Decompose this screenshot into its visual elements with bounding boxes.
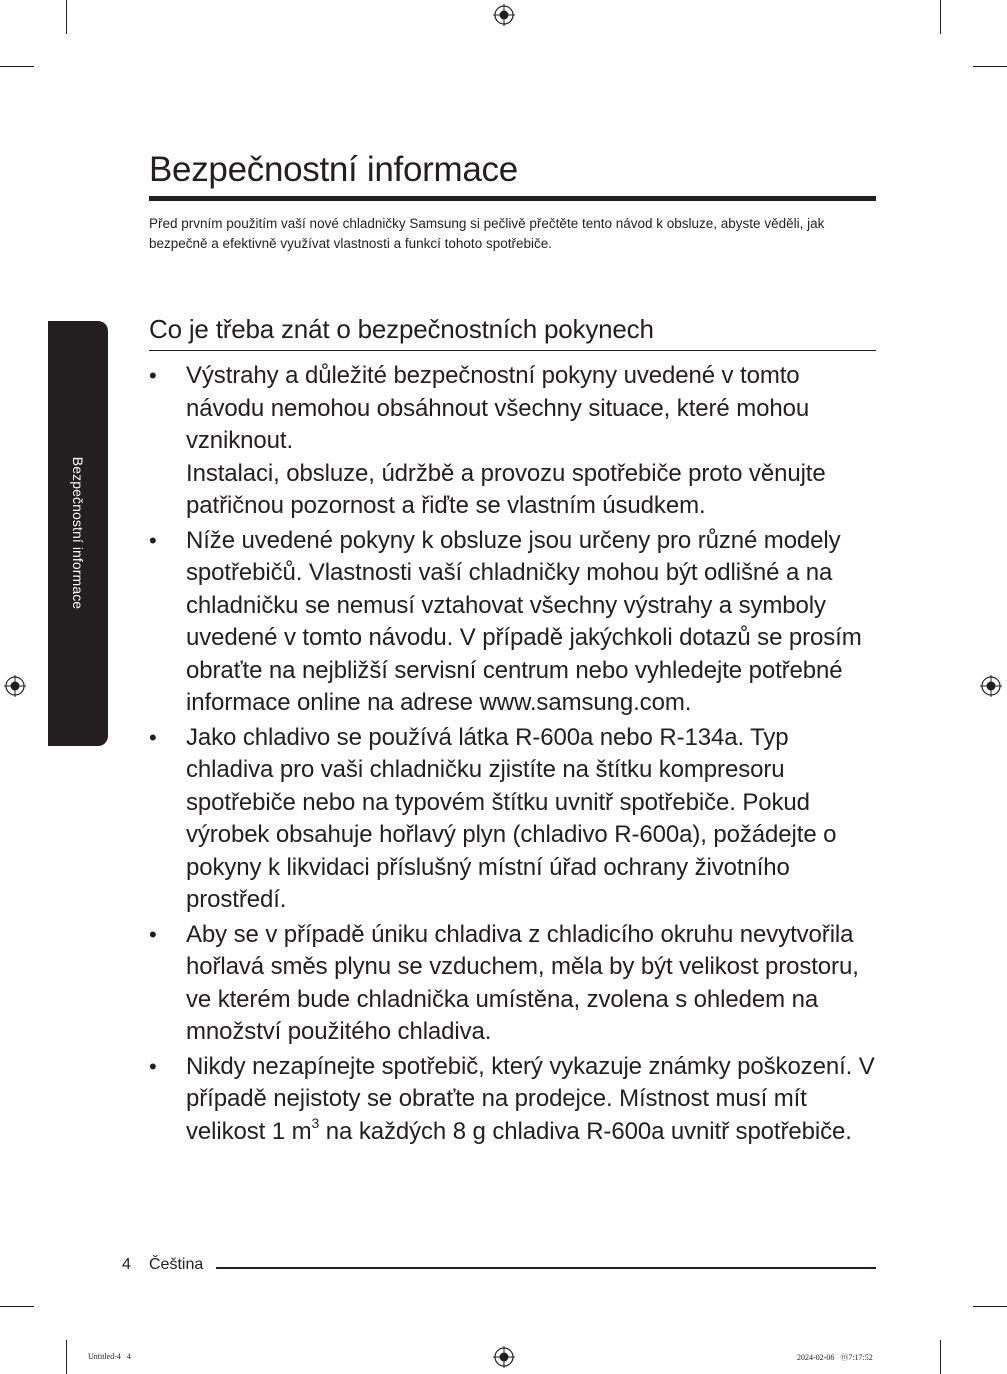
crop-mark-top-left	[66, 0, 67, 34]
registration-mark-icon	[4, 675, 26, 697]
registration-mark-icon	[493, 1346, 515, 1368]
section-rule	[149, 350, 876, 351]
registration-mark-icon	[493, 4, 515, 26]
page-title: Bezpečnostní informace	[149, 150, 518, 189]
footer-rule	[216, 1267, 876, 1269]
bullet-text: Aby se v případě úniku chladiva z chladicího okruhu nevytvořila hořlavá směs plynu se vzduchem, měla by být velikost prostoru, ve kterém bude chladnička umístěna, zvolena s ohledem na množství použitého chladiva.	[186, 920, 859, 1045]
crop-mark-left-bottom	[0, 1306, 34, 1307]
section-title: Co je třeba znát o bezpečnostních pokynech	[149, 314, 654, 344]
crop-mark-top-right	[940, 0, 941, 34]
bullet-icon: •	[149, 527, 157, 553]
bullet-text: Nikdy nezapínejte spotřebič, který vykazuje známky poškození. V případě nejistoty se obraťte na prodejce. Místnost musí mít velikost 1 m	[186, 1052, 875, 1145]
bullet-text-after: na každých 8 g chladiva R-600a uvnitř spotřebiče.	[319, 1117, 852, 1145]
bullet-icon: •	[149, 363, 157, 388]
footer-language: Čeština	[149, 1256, 204, 1273]
bullet-text: Jako chladivo se používá látka R-600a nebo R-134a. Typ chladiva pro vaši chladničku zjistíte na štítku kompresoru spotřebiče nebo na typovém štítku uvnitř spotřebiče. Pokud výrobek obsahuje hořlavý plyn (chladivo R-600a), požádejte o pokyny k likvidaci příslušný místní úřad ochrany životního prostředí.	[186, 723, 837, 913]
print-slug-left: Untitled-4 4	[88, 1352, 131, 1361]
print-slug-right: 2024-02-06 ⓜ7:17:52	[797, 1353, 873, 1362]
list-item	[149, 919, 876, 1049]
crop-mark-bottom-left	[66, 1340, 67, 1374]
list-item	[149, 722, 876, 917]
intro-paragraph: Před prvním použitím vaší nové chladničky Samsung si pečlivě přečtěte tento návod k obsluze, abyste věděli, jak bezpečně a efektivně využívat vlastnosti a funkcí tohoto spotřebiče.	[149, 216, 825, 251]
safety-bullet-list	[149, 360, 876, 1150]
title-rule	[149, 196, 876, 201]
superscript-three: 3	[311, 1114, 320, 1131]
registration-mark-icon	[980, 675, 1002, 697]
list-item	[149, 360, 876, 523]
bullet-text-continuation: Instalaci, obsluze, údržbě a provozu spotřebiče proto věnujte patřičnou pozornost a řiďte se vlastním úsudkem.	[186, 459, 826, 519]
crop-mark-right-top	[973, 66, 1007, 67]
bullet-icon: •	[149, 921, 157, 947]
bullet-icon: •	[149, 724, 157, 750]
list-item	[149, 525, 876, 720]
crop-mark-right-bottom	[973, 1306, 1007, 1307]
side-chapter-tab-label: Bezpečnostní informace	[70, 456, 86, 610]
bullet-text: Níže uvedené pokyny k obsluze jsou určeny pro různé modely spotřebičů. Vlastnosti vaší chladničky mohou být odlišné a na chladničku se nemusí vztahovat všechny výstrahy a symboly uvedené v tomto návodu. V případě jakýchkoli dotazů se prosím obraťte na nejbližší servisní centrum nebo vyhledejte potřebné informace online na adrese www.samsung.com.	[186, 526, 862, 716]
crop-mark-bottom-right	[940, 1340, 941, 1374]
list-item	[149, 1051, 876, 1149]
crop-mark-left-top	[0, 66, 34, 67]
page-number: 4	[122, 1256, 131, 1273]
bullet-icon: •	[149, 1053, 157, 1079]
bullet-text: Výstrahy a důležité bezpečnostní pokyny uvedené v tomto návodu nemohou obsáhnout všechny situace, které mohou vzniknout.	[186, 362, 810, 454]
